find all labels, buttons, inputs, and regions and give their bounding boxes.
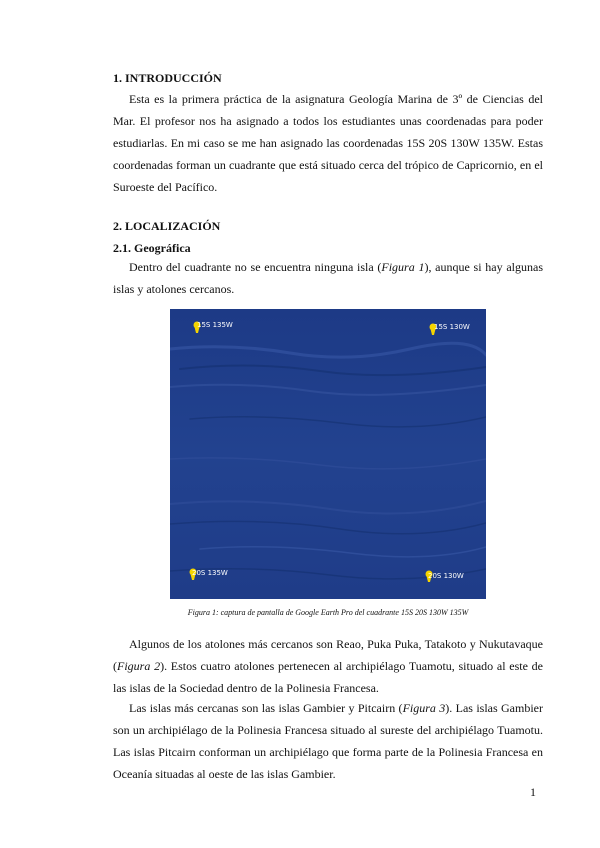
geo-paragraph-block — [113, 256, 543, 300]
atolls-text-after: ). Estos cuatro atolones pertenecen al archipiélago Tuamotu, situado al este de las islas de la Sociedad dentro de la Polinesia Francesa. — [113, 659, 544, 695]
subheading-text: 2.1. Geográfica — [113, 241, 191, 255]
geo-text-after: ), aunque si hay algunas islas y atolones cercanos. — [113, 260, 543, 296]
islands-paragraph-block — [113, 697, 543, 785]
ocean-map-figure — [170, 309, 486, 599]
islands-text-before: Las islas más cercanas son las islas Gambier y Pitcairn ( — [129, 701, 403, 715]
section-heading-localizacion — [113, 218, 543, 234]
atolls-text-before: Algunos de los atolones más cercanos son Reao, Puka Puka, Tatakoto y Nukutavaque ( — [113, 637, 543, 673]
pin-label-top-right: 15S 130W — [434, 323, 470, 331]
page-number: 1 — [530, 785, 536, 799]
figure-3-reference: Figura 3 — [402, 701, 446, 715]
intro-paragraph: Esta es la primera práctica de la asignatura Geología Marina de 3º de Ciencias del Mar. El profesor nos ha asignado a todos los estudiantes unas coordenadas para poder estudiarlas. En mi caso se me han asignado las coordenadas 15S 20S 130W 135W. Estas coordenadas forman un cuadrante que está situado cerca del trópico de Capricornio, en el Suroeste del Pacífico. — [113, 92, 543, 194]
figure-2-reference: Figura 2 — [117, 659, 161, 673]
section-heading-introduccion — [113, 70, 543, 86]
subsection-heading-geografica — [113, 240, 543, 256]
intro-paragraph-block — [113, 88, 543, 198]
pin-label-bottom-left: 20S 135W — [192, 569, 228, 577]
figure-caption: Figura 1: captura de pantalla de Google Earth Pro del cuadrante 15S 20S 130W 135W — [187, 608, 469, 617]
geo-paragraph — [113, 256, 543, 300]
pin-label-bottom-right: 20S 130W — [428, 572, 464, 580]
islands-text-after: ). Las islas Gambier son un archipiélago de la Polinesia Francesa situado al sureste del archipiélago Tuamotu. Las islas Pitcairn conforman un archipiélago que forma parte de la Polinesia Francesa en Oceanía situadas al oeste de las islas Gambier. — [113, 701, 543, 781]
figure-1-reference: Figura 1 — [381, 260, 425, 274]
heading-text: 2. LOCALIZACIÓN — [113, 219, 221, 233]
geo-text-before: Dentro del cuadrante no se encuentra ninguna isla ( — [129, 260, 382, 274]
atolls-paragraph-block — [113, 633, 543, 699]
islands-paragraph — [113, 697, 543, 785]
pin-label-top-left: 15S 135W — [197, 321, 233, 329]
heading-text: 1. INTRODUCCIÓN — [113, 71, 222, 85]
atolls-paragraph — [113, 633, 543, 699]
